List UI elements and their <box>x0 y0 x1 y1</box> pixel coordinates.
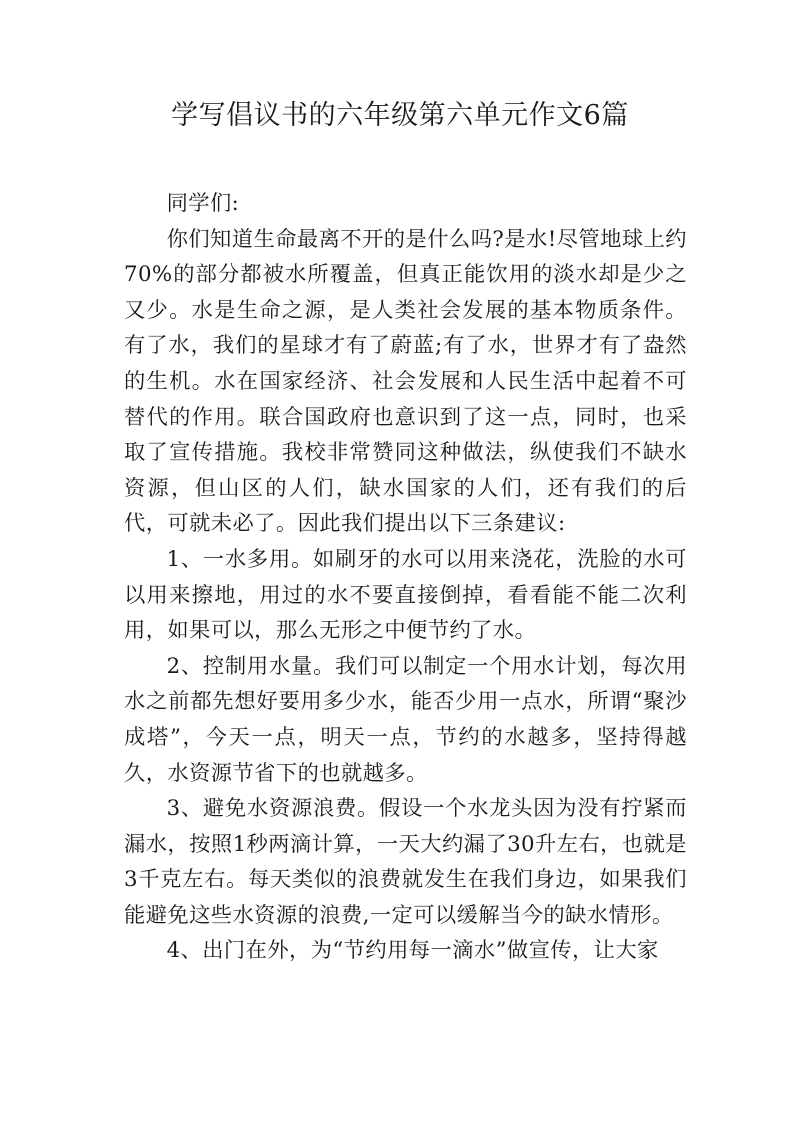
paragraph-suggestion-2: 2、控制用水量。我们可以制定一个用水计划，每次用水之前都先想好要用多少水，能否少用一点水，所谓“聚沙成塔”，今天一点，明天一点，节约的水越多，坚持得越久，水资源节省下的也就越多。 <box>124 653 687 786</box>
paragraph-suggestion-1: 1、一水多用。如刷牙的水可以用来浇花，洗脸的水可以用来擦地，用过的水不要直接倒掉，看看能不能二次利用，如果可以，那么无形之中便节约了水。 <box>124 546 687 644</box>
document-body <box>124 186 687 969</box>
document-title: 学写倡议书的六年级第六单元作文6篇 <box>171 100 629 131</box>
paragraph-suggestion-3: 3、避免水资源浪费。假设一个水龙头因为没有拧紧而漏水，按照1秒两滴计算，一天大约漏了30升左右，也就是3千克左右。每天类似的浪费就发生在我们身边，如果我们能避免这些水资源的浪费,一定可以缓解当今的缺水情形。 <box>124 796 687 928</box>
paragraph-suggestion-4: 4、出门在外，为“节约用每一滴水”做宣传，让大家 <box>166 938 659 964</box>
paragraph-intro: 你们知道生命最离不开的是什么吗?是水!尽管地球上约70%的部分都被水所覆盖，但真正能饮用的淡水却是少之又少。水是生命之源，是人类社会发展的基本物质条件。有了水，我们的星球才有了蔚蓝;有了水，世界才有了盎然的生机。水在国家经济、社会发展和人民生活中起着不可替代的作用。联合国政府也意识到了这一点，同时，也采取了宣传措施。我校非常赞同这种做法，纵使我们不缺水资源，但山区的人们，缺水国家的人们，还有我们的后代，可就未必了。因此我们提出以下三条建议: <box>124 226 687 537</box>
salutation: 同学们: <box>166 191 240 216</box>
